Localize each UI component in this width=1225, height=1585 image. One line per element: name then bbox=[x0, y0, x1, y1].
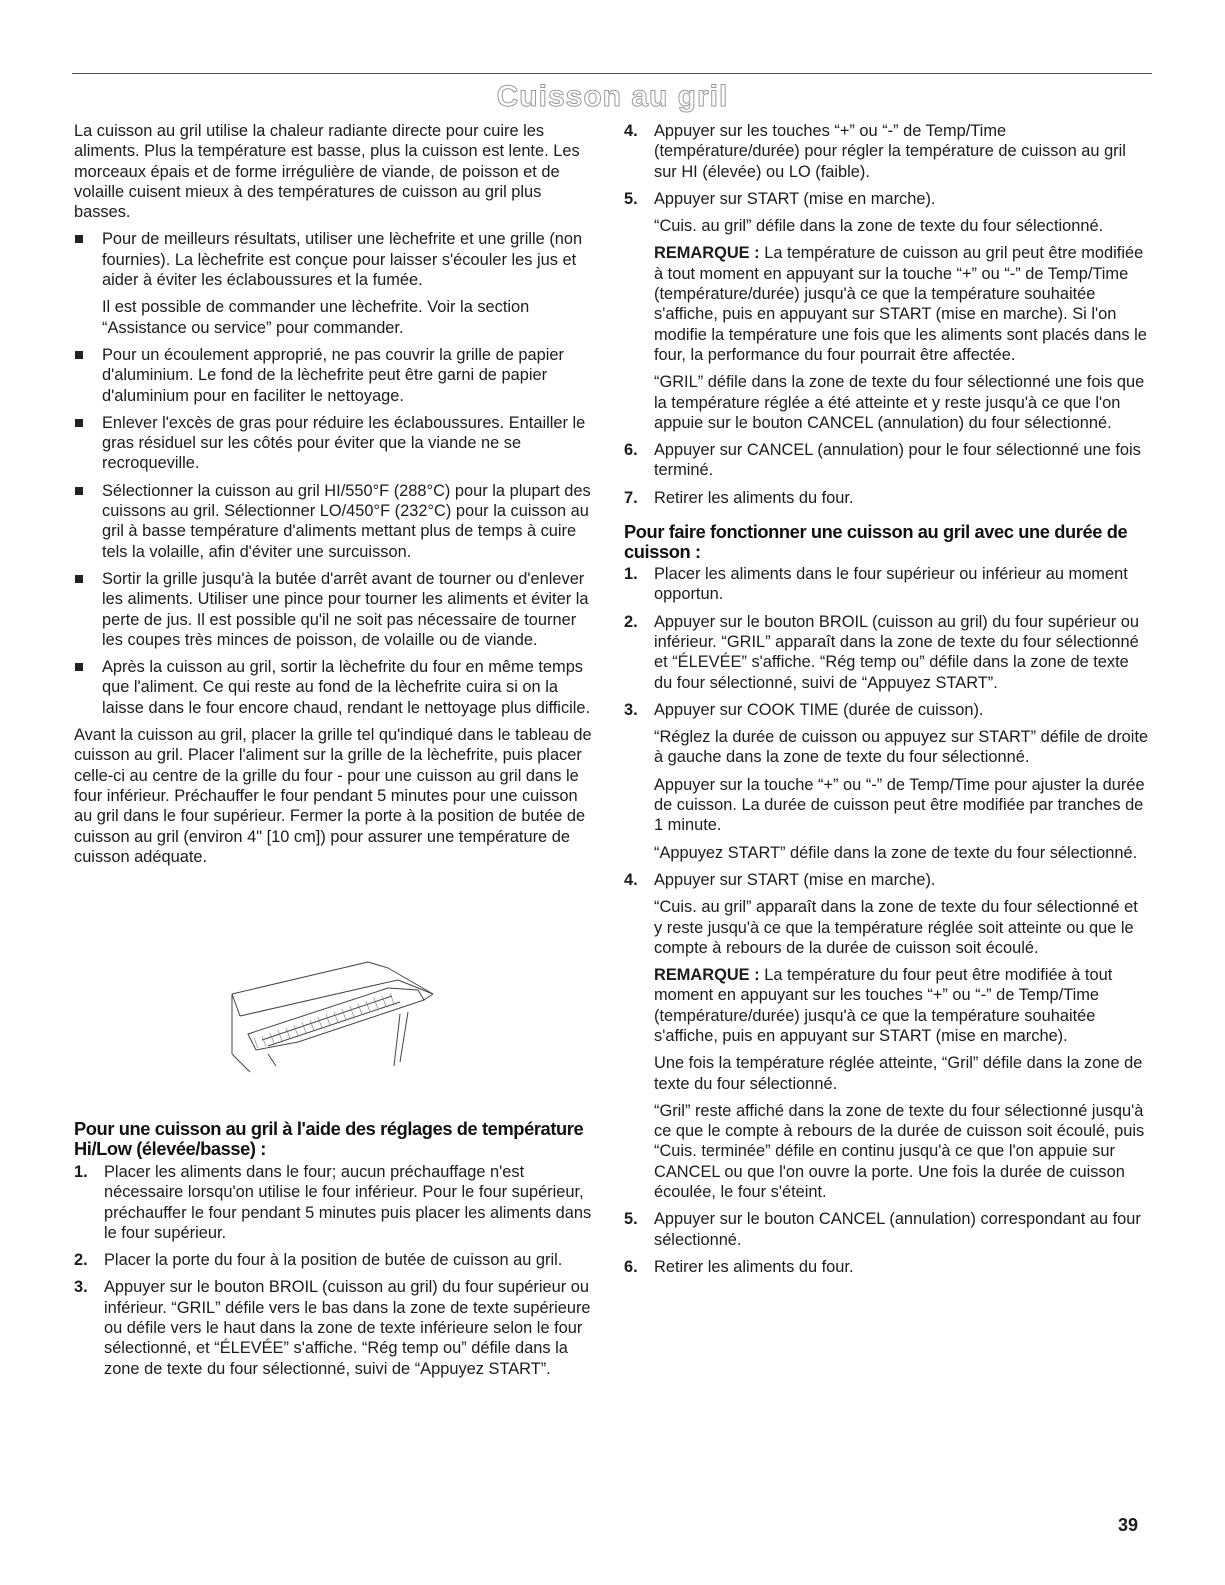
step-note: Appuyer sur la touche “+” ou “-” de Temp/Time pour ajuster la durée de cuisson. La durée de cuisson peut être modifiée par tranches de 1 minute. bbox=[654, 775, 1145, 835]
step-note: “Réglez la durée de cuisson ou appuyez sur START” défile de droite à gauche dans la zone de texte du four sélectionné. bbox=[654, 728, 1149, 767]
before-broil-paragraph: Avant la cuisson au gril, placer la grille tel qu'indiqué dans le tableau de cuisson au gril. Placer l'aliment sur la grille de la lèchefrite, puis placer celle-ci au centre de la grille du four - pour une cuisson au gril dans le four inférieur. Préchauffer le four pendant 5 minutes pour une cuisson au gril dans le four supérieur. Fermer la porte à la position de butée de cuisson au gril (environ 4" [10 cm]) pour assurer une température de cuisson adéquate. bbox=[74, 726, 592, 866]
section1-steps-left bbox=[74, 1162, 594, 1386]
oven-door-broil-stop-illustration bbox=[228, 954, 443, 1074]
bullet-item: Enlever l'excès de gras pour réduire les éclaboussures. Entailler le gras résiduel sur les côtés pour éviter que la viande ne se recroqueville. bbox=[74, 413, 594, 474]
step-item: 4. Appuyer sur START (mise en marche). bbox=[624, 870, 936, 889]
bullet-item: Sélectionner la cuisson au gril HI/550°F (288°C) pour la plupart des cuissons au gril. Sélectionner LO/450°F (232°C) pour la cuisson au gril à basse température d'aliments mettant plus de temps à cuire tels la volaille, afin d'éviter une surcuisson. bbox=[74, 481, 594, 562]
step-item: 3. Appuyer sur COOK TIME (durée de cuisson). bbox=[624, 700, 984, 719]
step-item: 2. Appuyer sur le bouton BROIL (cuisson au gril) du four supérieur ou inférieur. “GRIL” apparaît dans la zone de texte du four sélectionné et “ÉLEVÉE” s'affiche. “Rég temp ou” défile dans la zone de texte du four sélectionné, suivi de “Appuyez START”. bbox=[624, 612, 1139, 692]
step-item: 2. Placer la porte du four à la position de butée de cuisson au gril. bbox=[74, 1251, 563, 1270]
bullet-square-icon bbox=[75, 351, 83, 359]
step-note: “GRIL” défile dans la zone de texte du four sélectionné une fois que la température réglée a été atteinte et y reste jusqu'à ce que l'on appuie sur le bouton CANCEL (annulation) du four sélectionné. bbox=[654, 373, 1145, 432]
left-column bbox=[74, 121, 594, 874]
step-item: 5. Appuyer sur le bouton CANCEL (annulation) correspondant au four sélectionné. bbox=[624, 1210, 1141, 1249]
top-rule bbox=[72, 73, 1152, 74]
step-item: 1. Placer les aliments dans le four supérieur ou inférieur au moment opportun. bbox=[624, 565, 1128, 604]
bullet-item: Après la cuisson au gril, sortir la lèchefrite du four en même temps que l'aliment. Ce qui reste au fond de la lèchefrite cuira si on la laisse dans le four encore chaud, rendant le nettoyage plus difficile. bbox=[74, 657, 594, 718]
bullet-square-icon bbox=[75, 235, 83, 243]
remark-label: REMARQUE : bbox=[654, 966, 760, 985]
page-number: 39 bbox=[1118, 1515, 1139, 1535]
section2-heading: Pour faire fonctionner une cuisson au gril avec une durée de cuisson : bbox=[624, 521, 1128, 563]
bullet-subparagraph: Il est possible de commander une lèchefrite. Voir la section “Assistance ou service” pour commander. bbox=[102, 298, 530, 337]
step-remark: REMARQUE : La température du four peut être modifiée à tout moment en appuyant sur les touches “+” ou “-” de Temp/Time (température/durée) jusqu'à ce que la température souhaitée s'affiche, puis en appuyant sur START (mise en marche). bbox=[654, 966, 1113, 1045]
step-item: 6. Appuyer sur CANCEL (annulation) pour le four sélectionné une fois terminé. bbox=[624, 441, 1141, 480]
step-note: “Gril” reste affiché dans la zone de texte du four sélectionné jusqu'à ce que le compte à rebours de la durée de cuisson soit écoulé, puis “Cuis. terminée” défile en continu jusqu'à ce que l'on appuie sur CANCEL ou que l'on ouvre la porte. Une fois la durée de cuisson écoulée, le four s'éteint. bbox=[654, 1101, 1145, 1202]
bullet-item: Sortir la grille jusqu'à la butée d'arrêt avant de tourner ou d'enlever les aliments. Utiliser une pince pour tourner les aliments et éviter la perte de jus. Il est possible qu'il ne soit pas nécessaire de tourner les coupes très minces de poisson, de volaille ou de viande. bbox=[74, 569, 594, 650]
right-column bbox=[624, 121, 1149, 1284]
step-item: 1. Placer les aliments dans le four; aucun préchauffage n'est nécessaire lorsqu'on utilise le four inférieur. Pour le four supérieur, préchauffer le four pendant 5 minutes puis placer les aliments dans le four supérieur. bbox=[74, 1163, 592, 1242]
step-note: “Appuyez START” défile dans la zone de texte du four sélectionné. bbox=[654, 843, 1138, 862]
step-note: “Cuis. au gril” apparaît dans la zone de texte du four sélectionné et y reste jusqu'à ce que la température réglée soit atteinte ou que le compte à rebours de la durée de cuisson soit écoulé. bbox=[654, 898, 1138, 957]
bullet-square-icon bbox=[75, 487, 83, 495]
step-item: 5. Appuyer sur START (mise en marche). bbox=[624, 189, 936, 208]
bullet-square-icon bbox=[75, 663, 83, 671]
step-item: 6. Retirer les aliments du four. bbox=[624, 1257, 854, 1276]
section1-heading: Pour une cuisson au gril à l'aide des réglages de température Hi/Low (élevée/basse) : bbox=[74, 1118, 584, 1159]
step-item: 3. Appuyer sur le bouton BROIL (cuisson au gril) du four supérieur ou inférieur. “GRIL” défile vers le bas dans la zone de texte supérieure ou défile vers le haut dans la zone de texte inférieure selon le four sélectionné, et “ÉLEVÉE” s'affiche. “Rég temp ou” défile dans la zone de texte du four sélectionné, suivi de “Appuyez START”. bbox=[74, 1278, 591, 1378]
step-remark: REMARQUE : La température de cuisson au gril peut être modifiée à tout moment en appuyant sur la touche “+” ou “-” de Temp/Time (température/durée) jusqu'à ce que la température souhaitée s'affiche, puis en appuyant sur START (mise en marche). Si l'on modifie la température une fois que les aliments sont placés dans le four, la performance du four pourrait être affectée. bbox=[654, 244, 1147, 364]
bullet-item: Pour de meilleurs résultats, utiliser une lèchefrite et une grille (non fournies). La lèchefrite est conçue pour laisser s'écouler les jus et aider à éviter les éclaboussures et la fumée. bbox=[74, 229, 594, 290]
bullet-item: Pour un écoulement approprié, ne pas couvrir la grille de papier d'aluminium. Le fond de la lèchefrite peut être garni de papier d'aluminium pour en faciliter le nettoyage. bbox=[74, 345, 594, 406]
intro-paragraph: La cuisson au gril utilise la chaleur radiante directe pour cuire les aliments. Plus la température est basse, plus la cuisson est lente. Les morceaux épais et de forme irrégulière de viande, de poisson et de volaille cuisent mieux à des températures de cuisson au gril plus basses. bbox=[74, 122, 580, 222]
step-item: 4. Appuyer sur les touches “+” ou “-” de Temp/Time (température/durée) pour régler la température de cuisson au gril sur HI (élevée) ou LO (faible). bbox=[624, 122, 1126, 181]
step-note: Une fois la température réglée atteinte, “Gril” défile dans la zone de texte du four sélectionné. bbox=[654, 1054, 1143, 1093]
step-note: “Cuis. au gril” défile dans la zone de texte du four sélectionné. bbox=[654, 217, 1104, 236]
bullet-square-icon bbox=[75, 419, 83, 427]
remark-label: REMARQUE : bbox=[654, 244, 760, 263]
bullet-square-icon bbox=[75, 575, 83, 583]
page-title: Cuisson au gril bbox=[496, 80, 729, 113]
step-item: 7. Retirer les aliments du four. bbox=[624, 488, 854, 507]
